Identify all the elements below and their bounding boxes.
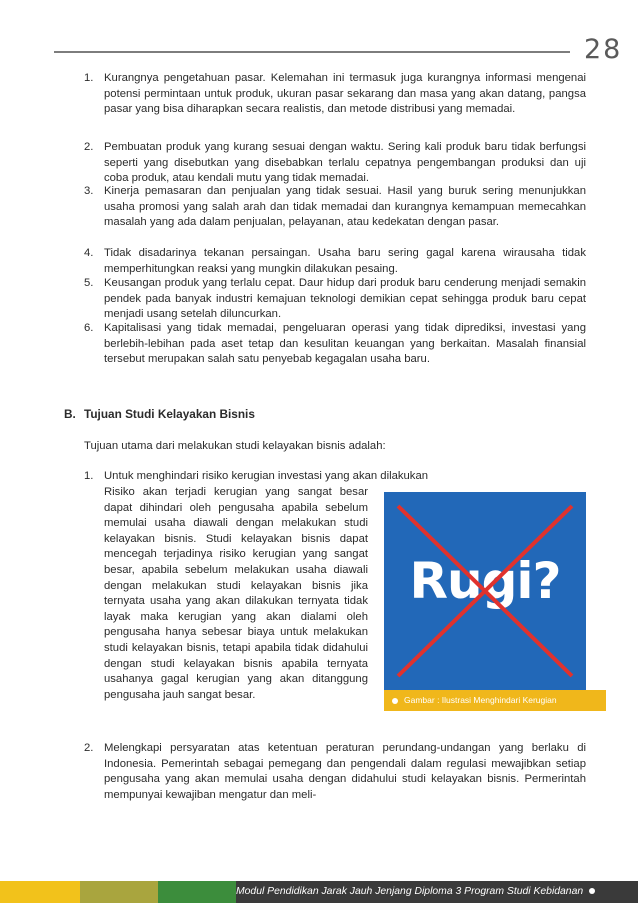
list-number: 6. xyxy=(84,322,94,334)
list-text: Keusangan produk yang terlalu cepat. Daur hidup dari produk baru cenderung menjadi semakin pendek pada banyak industri kemajuan teknologi demikian cepat sehingga produk baru cepat menjadi usang setelah diluncurkan. xyxy=(104,277,586,321)
list-text: Pembuatan produk yang kurang sesuai dengan waktu. Sering kali produk baru tidak berfungsi seperti yang disebutkan yang disebabkan terlalu cepatnya pengembangan produksi dan uji coba produk, atau kendali mutu yang tidak memadai. xyxy=(104,141,586,185)
section-letter: B. xyxy=(64,407,76,421)
loss-illustration-image xyxy=(384,492,586,690)
list-text: Kapitalisasi yang tidak memadai, pengeluaran operasi yang tidak diprediksi, investasi yang berlebih-lebihan pada aset tetap dan kesulitan keuangan yang berkaitan. Masalah finansial tersebut merupakan salah satu penyebab kegagalan usaha baru. xyxy=(104,322,586,366)
footer-bar-green xyxy=(158,881,236,903)
footer-text xyxy=(236,881,638,903)
item-body: Risiko akan terjadi kerugian yang sangat besar dapat dihindari oleh pengusaha apabila sebelum memulai usaha diawali dengan melakukan studi kelayakan bisnis. Studi kelayakan bisnis dapat mencegah terjadinya risiko kerugian yang sangat besar, apabila sebelum melakukan usaha diawali dengan melakukan studi kelayakan bisnis jika ternyata usaha yang akan dilakukan ternyata tidak layak maka kerugian yang akan dialami oleh pengusaha hanya sebesar biaya untuk melakukan studi kelayakan bisnis, tetapi apabila tidak didahului dengan studi kelayakan bisnis apabila ternyata usahanya gagal kerugian yang akan ditanggung pengusaha jauh sangat besar. xyxy=(104,486,368,701)
caption-text: Gambar : Ilustrasi Menghindari Kerugian xyxy=(404,695,557,705)
list-title: Untuk menghindari risiko kerugian investasi yang akan dilakukan xyxy=(104,470,429,482)
cross-icon xyxy=(384,492,586,690)
list-text: Kurangnya pengetahuan pasar. Kelemahan ini termasuk juga kurangnya informasi mengenai potensi permintaan untuk produk, ukuran pasar sekarang dan masa yang akan datang, pangsa pasar yang bisa diharapkan secara realistis, dan metode distribusi yang memadai. xyxy=(104,72,586,116)
bullet-icon xyxy=(589,888,595,894)
image-text: Rugi? xyxy=(409,552,561,610)
list-item xyxy=(84,276,586,324)
footer-label: Modul Pendidikan Jarak Jauh Jenjang Diploma 3 Program Studi Kebidanan xyxy=(236,886,584,897)
list-item xyxy=(84,246,586,278)
list-number: 3. xyxy=(84,185,94,197)
list-item xyxy=(84,140,586,188)
list-text: Kinerja pemasaran dan penjualan yang tidak sesuai. Hasil yang buruk sering menunjukkan usaha promosi yang salah arah dan tidak memadai dan kurangnya kemampuan memecahkan masalah yang ada dalam penjualan, pelayanan, atau kedekatan dengan pasar. xyxy=(104,185,586,229)
section-title: Tujuan Studi Kelayakan Bisnis xyxy=(84,407,255,421)
list-number: 1. xyxy=(84,72,94,84)
list-item xyxy=(84,741,586,805)
figure-caption xyxy=(384,690,606,711)
list-number: 2. xyxy=(84,742,94,754)
list-number: 2. xyxy=(84,141,94,153)
header-rule xyxy=(54,51,570,53)
list-item xyxy=(84,469,586,485)
list-text: Melengkapi persyaratan atas ketentuan peraturan perundang-undangan yang berlaku di Indonesia. Pemerintah sebagai pemegang dan pengendali dalam regulasi mewajibkan setiap pengusaha yang akan memulai usaha dengan didahului studi kelayakan bisnis. Permerintah mempunyai kewajiban mengatur dan meli- xyxy=(104,742,586,801)
bullet-icon xyxy=(392,698,398,704)
page-number: 28 xyxy=(584,34,623,65)
list-number: 5. xyxy=(84,277,94,289)
footer-bar-yellow xyxy=(0,881,80,903)
list-number: 4. xyxy=(84,247,94,259)
list-text: Tidak disadarinya tekanan persaingan. Usaha baru sering gagal karena wirausaha tidak memperhitungkan reaksi yang mungkin dilakukan pesaing. xyxy=(104,247,586,275)
list-item xyxy=(84,184,586,248)
list-item xyxy=(84,321,586,385)
footer-bar-olive xyxy=(80,881,158,903)
section-intro: Tujuan utama dari melakukan studi kelayakan bisnis adalah: xyxy=(84,440,386,452)
section-heading xyxy=(64,407,255,421)
list-number: 1. xyxy=(84,470,94,482)
list-item xyxy=(84,71,586,135)
